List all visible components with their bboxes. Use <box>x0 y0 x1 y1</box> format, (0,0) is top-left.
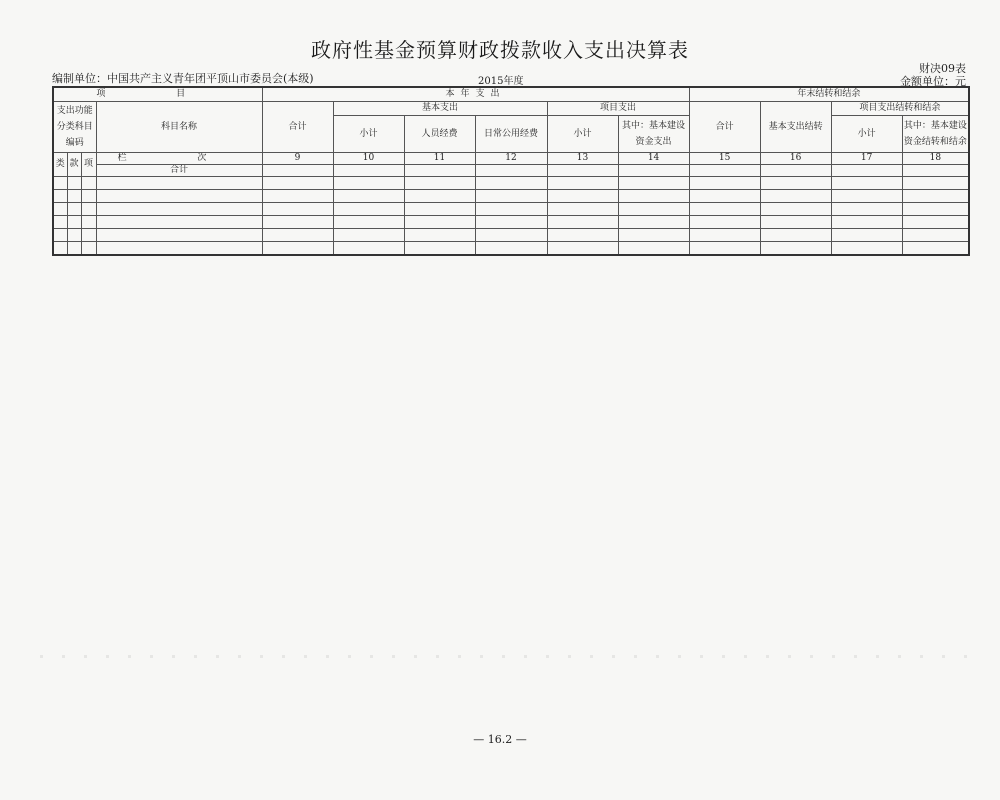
table-cell <box>831 242 902 256</box>
table-cell <box>475 229 547 242</box>
table-cell <box>67 242 81 256</box>
empty-rows <box>53 177 969 256</box>
table-cell <box>333 203 404 216</box>
table-cell <box>760 216 831 229</box>
header-total: 合计 <box>262 102 333 153</box>
header-current-expense: 本年支出 <box>262 87 689 102</box>
col-num: 11 <box>404 153 475 165</box>
table-cell <box>831 216 902 229</box>
cell <box>262 165 333 177</box>
table-cell <box>547 242 618 256</box>
header-year-end-total: 合计 <box>689 102 760 153</box>
table-cell <box>333 190 404 203</box>
header-section: 款 <box>67 153 81 177</box>
total-row <box>53 165 969 177</box>
cell <box>547 165 618 177</box>
table-cell <box>53 216 67 229</box>
table-cell <box>262 177 333 190</box>
table-cell <box>475 177 547 190</box>
header-project-carryover: 项目支出结转和结余 <box>831 102 969 116</box>
table-cell <box>67 203 81 216</box>
table-cell <box>902 203 969 216</box>
table-cell <box>475 190 547 203</box>
table-cell <box>81 177 96 190</box>
table-cell <box>262 216 333 229</box>
col-num: 14 <box>618 153 689 165</box>
cell <box>760 165 831 177</box>
table-cell <box>67 177 81 190</box>
table-cell <box>262 242 333 256</box>
table-cell <box>404 216 475 229</box>
report-title: 政府性基金预算财政拨款收入支出决算表 <box>311 38 689 62</box>
header-class: 类 <box>53 153 67 177</box>
table-cell <box>81 216 96 229</box>
table-cell <box>53 242 67 256</box>
form-number: 财决09表 <box>919 62 966 75</box>
table-cell <box>475 203 547 216</box>
table-cell <box>831 177 902 190</box>
header-basic-subtotal: 小计 <box>333 116 404 153</box>
table-cell <box>547 203 618 216</box>
table-cell <box>81 242 96 256</box>
table-cell <box>333 242 404 256</box>
fiscal-year: 2015年度 <box>478 76 524 87</box>
table-cell <box>547 216 618 229</box>
table-row <box>53 203 969 216</box>
table-cell <box>53 203 67 216</box>
table-cell <box>333 229 404 242</box>
table-cell <box>618 190 689 203</box>
header-basic-expense: 基本支出 <box>333 102 547 116</box>
cell <box>404 165 475 177</box>
table-cell <box>689 203 760 216</box>
header-carry-subtotal: 小计 <box>831 116 902 153</box>
table-cell <box>53 190 67 203</box>
table-cell <box>618 229 689 242</box>
table-cell <box>902 229 969 242</box>
table-cell <box>547 177 618 190</box>
table-cell <box>404 229 475 242</box>
table-cell <box>262 190 333 203</box>
table-cell <box>475 242 547 256</box>
table-cell <box>96 177 262 190</box>
table-cell <box>902 177 969 190</box>
table-cell <box>618 177 689 190</box>
table-cell <box>262 203 333 216</box>
header-project-expense: 项目支出 <box>547 102 689 116</box>
page-number: — 16.2 — <box>473 733 527 746</box>
table-cell <box>262 229 333 242</box>
col-num: 13 <box>547 153 618 165</box>
table-cell <box>618 216 689 229</box>
header-personnel: 人员经费 <box>404 116 475 153</box>
col-num: 10 <box>333 153 404 165</box>
table-cell <box>547 229 618 242</box>
table-cell <box>333 216 404 229</box>
column-label: 栏 次 <box>96 153 262 165</box>
table-cell <box>404 242 475 256</box>
col-num: 12 <box>475 153 547 165</box>
table-cell <box>547 190 618 203</box>
settlement-table <box>52 86 970 256</box>
table-row <box>53 242 969 256</box>
table-cell <box>618 203 689 216</box>
header-row-2 <box>53 102 969 116</box>
table-cell <box>96 190 262 203</box>
cell <box>902 165 969 177</box>
header-item: 项 目 <box>53 87 262 102</box>
table-cell <box>96 203 262 216</box>
table-cell <box>96 242 262 256</box>
table-cell <box>333 177 404 190</box>
table-cell <box>689 190 760 203</box>
table-row <box>53 216 969 229</box>
table-cell <box>96 216 262 229</box>
table-cell <box>831 203 902 216</box>
table-cell <box>67 216 81 229</box>
table-cell <box>902 242 969 256</box>
col-num: 16 <box>760 153 831 165</box>
currency-unit: 金额单位：元 <box>900 75 966 88</box>
header-row-1 <box>53 87 969 102</box>
table-cell <box>902 216 969 229</box>
table-cell <box>831 229 902 242</box>
table-cell <box>902 190 969 203</box>
header-subject-name: 科目名称 <box>96 102 262 153</box>
compiling-unit: 编制单位：中国共产主义青年团平顶山市委员会(本级) <box>52 72 314 85</box>
table-cell <box>404 203 475 216</box>
header-capital-carryover: 其中：基本建设资金结转和结余 <box>902 116 969 153</box>
table-cell <box>760 229 831 242</box>
table-cell <box>404 190 475 203</box>
table-cell <box>475 216 547 229</box>
header-function-code: 支出功能分类科目编码 <box>53 102 96 153</box>
header-capital-expense: 其中：基本建设资金支出 <box>618 116 689 153</box>
table-cell <box>81 190 96 203</box>
col-num: 15 <box>689 153 760 165</box>
header-year-end-balance: 年末结转和结余 <box>689 87 969 102</box>
cell <box>618 165 689 177</box>
table-row <box>53 229 969 242</box>
table-row <box>53 190 969 203</box>
table-cell <box>53 229 67 242</box>
col-num: 9 <box>262 153 333 165</box>
col-num: 18 <box>902 153 969 165</box>
table-cell <box>67 190 81 203</box>
header-project-subtotal: 小计 <box>547 116 618 153</box>
table-cell <box>689 216 760 229</box>
table-cell <box>760 177 831 190</box>
column-number-row <box>53 153 969 165</box>
table-cell <box>53 177 67 190</box>
header-basic-carryover: 基本支出结转 <box>760 102 831 153</box>
header-daily-public: 日常公用经费 <box>475 116 547 153</box>
cell <box>475 165 547 177</box>
table-cell <box>96 229 262 242</box>
table-cell <box>404 177 475 190</box>
cell <box>689 165 760 177</box>
cell <box>831 165 902 177</box>
table-cell <box>81 203 96 216</box>
header-entry: 项 <box>81 153 96 177</box>
table-cell <box>689 229 760 242</box>
cell <box>333 165 404 177</box>
col-num: 17 <box>831 153 902 165</box>
table-cell <box>760 203 831 216</box>
table-cell <box>689 177 760 190</box>
table-cell <box>67 229 81 242</box>
table-cell <box>760 242 831 256</box>
scan-artifact-line <box>40 655 970 658</box>
table-cell <box>831 190 902 203</box>
total-label: 合计 <box>96 165 262 177</box>
table-cell <box>689 242 760 256</box>
table-cell <box>618 242 689 256</box>
table-row <box>53 177 969 190</box>
table-cell <box>760 190 831 203</box>
table-cell <box>81 229 96 242</box>
